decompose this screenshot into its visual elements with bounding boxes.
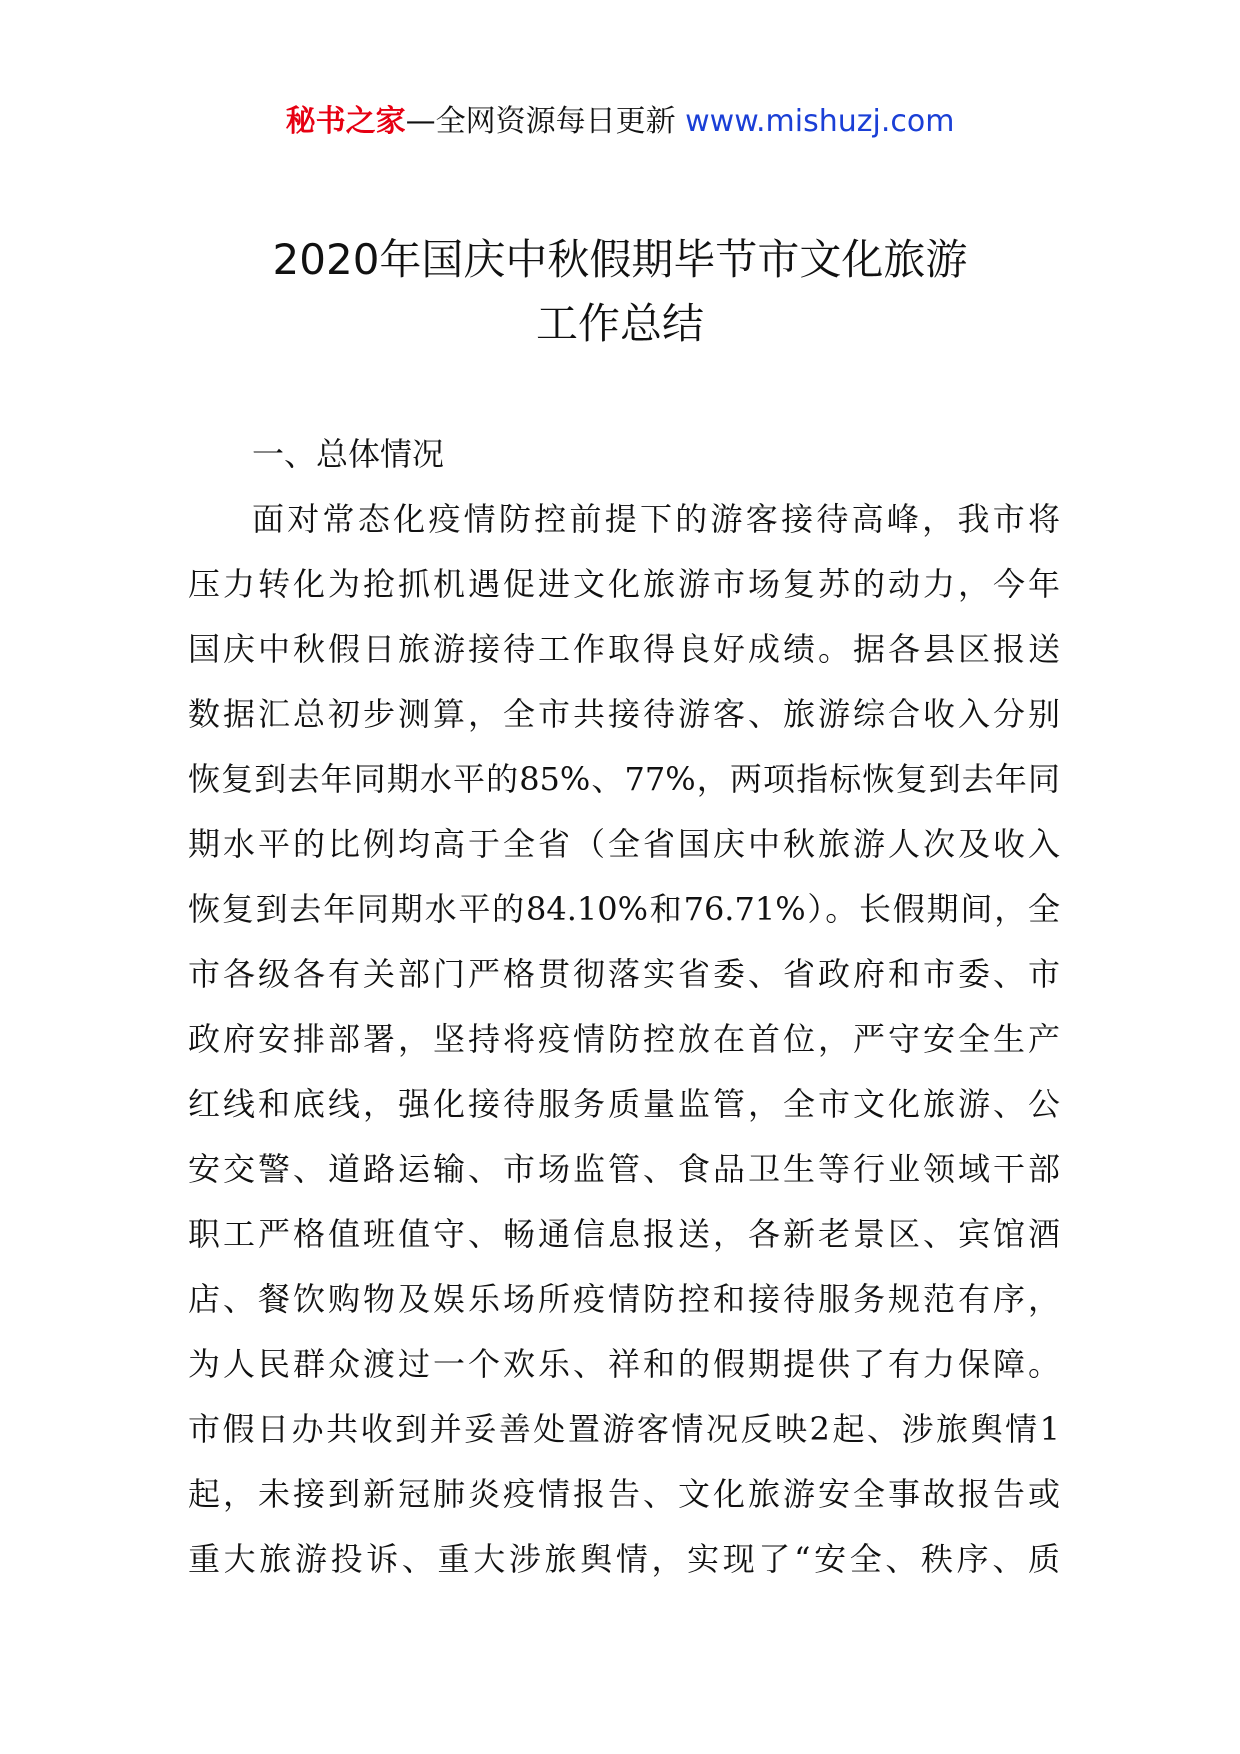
paragraph-line: 为人民群众渡过一个欢乐、祥和的假期提供了有力保障。 (188, 1345, 1060, 1383)
paragraph-line: 恢复到去年同期水平的84.10%和76.71%）。长假期间，全 (188, 890, 1060, 928)
paragraph-line: 压力转化为抢抓机遇促进文化旅游市场复苏的动力，今年 (188, 565, 1060, 603)
site-url-link[interactable]: www.mishuzj.com (685, 104, 955, 139)
site-brand: 秘书之家 (285, 104, 406, 139)
paragraph-line: 起，未接到新冠肺炎疫情报告、文化旅游安全事故报告或 (188, 1475, 1060, 1513)
site-slogan: —全网资源每日更新 (405, 104, 676, 139)
title-line-1: 2020年国庆中秋假期毕节市文化旅游 (272, 235, 968, 284)
paragraph-line: 期水平的比例均高于全省（全省国庆中秋旅游人次及收入 (188, 825, 1060, 863)
paragraph-line: 数据汇总初步测算，全市共接待游客、旅游综合收入分别 (188, 695, 1060, 733)
paragraph-line: 店、餐饮购物及娱乐场所疫情防控和接待服务规范有序， (188, 1280, 1060, 1318)
document-title (180, 228, 1060, 356)
site-header (0, 100, 1240, 144)
section-heading: 一、总体情况 (252, 435, 445, 473)
paragraph-line: 面对常态化疫情防控前提下的游客接待高峰，我市将 (252, 500, 1060, 538)
body-paragraph (188, 487, 1060, 1592)
paragraph-line: 职工严格值班值守、畅通信息报送，各新老景区、宾馆酒 (188, 1215, 1060, 1253)
document-body (188, 422, 1060, 1592)
paragraph-line: 安交警、道路运输、市场监管、食品卫生等行业领域干部 (188, 1150, 1060, 1188)
paragraph-line: 市各级各有关部门严格贯彻落实省委、省政府和市委、市 (188, 955, 1060, 993)
paragraph-line: 国庆中秋假日旅游接待工作取得良好成绩。据各县区报送 (188, 630, 1060, 668)
paragraph-line: 恢复到去年同期水平的85%、77%，两项指标恢复到去年同 (188, 760, 1060, 798)
paragraph-line: 重大旅游投诉、重大涉旅舆情，实现了“安全、秩序、质 (188, 1540, 1060, 1578)
paragraph-line: 红线和底线，强化接待服务质量监管，全市文化旅游、公 (188, 1085, 1060, 1123)
paragraph-line: 政府安排部署，坚持将疫情防控放在首位，严守安全生产 (188, 1020, 1060, 1058)
title-line-2: 工作总结 (535, 299, 704, 348)
paragraph-line: 市假日办共收到并妥善处置游客情况反映2起、涉旅舆情1 (188, 1410, 1060, 1448)
